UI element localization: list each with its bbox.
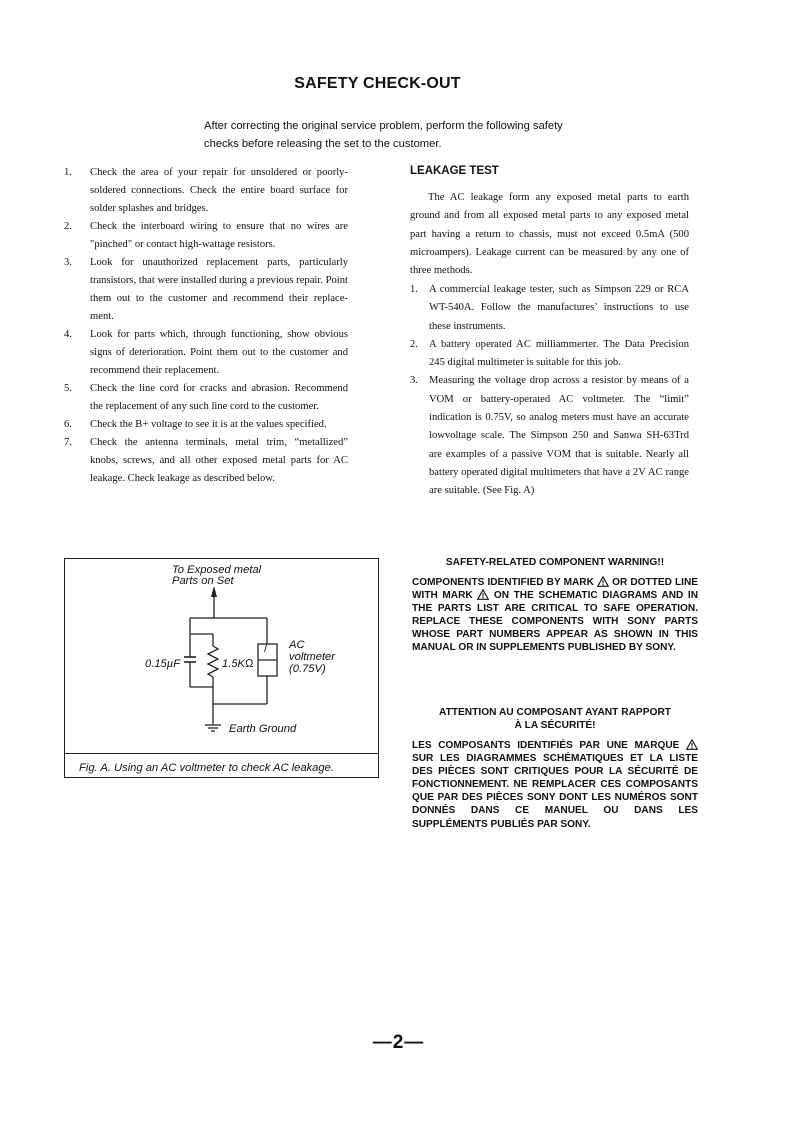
list-item-text: Check the interboard wiring to ensure that no wires are "pinched" or contact high-wattage resistors. [90, 221, 348, 250]
list-item [410, 281, 689, 336]
leakage-test-heading: LEAKAGE TEST [410, 165, 499, 177]
list-item-text: Check the antenna terminals, metal trim, “metallized” knobs, screws, and all other exposed metal parts for AC leakage. Check leakage as described below. [90, 437, 348, 484]
safety-warning-body [412, 576, 698, 655]
exposed-metal-label-2: Parts on Set [172, 575, 234, 587]
list-item [64, 326, 348, 380]
list-item-number: 1. [410, 284, 418, 295]
page-title: SAFETY CHECK-OUT [294, 75, 461, 92]
list-item-text: A commercial leakage tester, such as Simpson 229 or RCA WT-540A. Follow the manufactures’ instructions to use these instruments. [429, 284, 689, 332]
list-item [64, 164, 348, 218]
warning-triangle-icon [597, 576, 609, 587]
list-item [64, 416, 348, 434]
list-item [64, 218, 348, 254]
list-item-number: 5. [64, 383, 72, 394]
warning-text: LES COMPOSANTS IDENTIFIÉS PAR UNE MARQUE [412, 740, 680, 751]
exposed-metal-label: To Exposed metal [172, 564, 262, 576]
warning-text: SUR LES DIAGRAMMES SCHÉMATIQUES ET LA LISTE DES PIÈCES SONT CRITIQUES POUR LA SÉCURITÉ DE FONCTIONNEMENT. NE REMPLACER CES COMPOSANTS QUE PAR DES PIÈCES SONY DONT LES NUMÉROS SONT DONNÉS DANS CE MANUEL OU DANS LES SUPPLÉMENTS PUBLIÉS PAR SONY. [412, 753, 698, 830]
voltage-limit-label: (0.75V) [289, 663, 326, 675]
list-item [64, 380, 348, 416]
warning-triangle-icon [477, 589, 489, 600]
list-item-number: 3. [410, 375, 418, 387]
resistor-label: 1.5KΩ [222, 658, 254, 670]
leakage-methods-list [410, 281, 689, 501]
list-item-number: 6. [64, 419, 72, 430]
list-item [64, 434, 348, 488]
safety-checklist [64, 164, 348, 488]
list-item-number: 3. [64, 257, 72, 268]
list-item-text: A battery operated AC milliammerter. The Data Precision 245 digital multimeter is suitable for this job. [429, 338, 689, 369]
safety-warning-title: SAFETY-RELATED COMPONENT WARNING!! [445, 557, 665, 568]
list-item-text: Measuring the voltage drop across a resistor by means of a VOM or battery-operated AC voltmeter. The “limit” indication is 0.75V, so analog meters must have an accurate lowvoltage scale. The Simpson 250 and Sanwa SH-63Trd are examples of a passive VOM that is suitable. Nearly all battery operated digital multimeters that have a 2V AC range are suitable. (See Fig. A) [429, 375, 689, 497]
list-item-number: 2. [410, 338, 418, 350]
intro-text: After correcting the original service problem, perform the following safety checks before releasing the set to the customer. [204, 120, 563, 150]
list-item-text: Check the line cord for cracks and abrasion. Recommend the replacement of any such line cord to the customer. [90, 383, 348, 412]
list-item-number: 7. [64, 437, 72, 448]
ac-label: AC [289, 639, 305, 651]
list-item-number: 1. [64, 167, 72, 178]
capacitor-label: 0.15µF [145, 658, 181, 670]
list-item-text: Look for unauthorized replacement parts, particularly transistors, that were installed during a previous repair. Point them out to the customer and recommend their replace-ment. [90, 257, 348, 322]
warning-triangle-icon [686, 739, 698, 750]
list-item [64, 254, 348, 326]
list-item-text: Look for parts which, through functioning, show obvious signs of deterioration. Point them out to the customer and recommend their replacement. [90, 329, 348, 376]
french-warning-title-line: À LA SÉCURITÉ! [514, 720, 596, 731]
warning-text: ON THE SCHEMATIC DIAGRAMS AND IN THE PARTS LIST ARE CRITICAL TO SAFE OPERATION. REPLACE THESE COMPONENTS WITH SONY PARTS WHOSE PART NUMBERS APPEAR AS SHOWN IN THIS MANUAL OR IN SUPPLEMENTS PUBLISHED BY SONY. [412, 590, 698, 654]
page-number: —2— [372, 1032, 425, 1053]
list-item-number: 4. [64, 329, 72, 340]
warning-text: COMPONENTS IDENTIFIED BY MARK [412, 577, 594, 588]
french-warning-title [412, 706, 698, 732]
earth-ground-label: Earth Ground [229, 723, 297, 735]
leakage-test-paragraph: The AC leakage form any exposed metal parts to earth ground and from all exposed metal parts to any exposed metal part having a return to chassis, must not exceed 0.5mA (500 microampers). Leakage current can be measured by any one of three methods. [410, 192, 689, 277]
list-item-number: 2. [64, 221, 72, 232]
list-item [410, 336, 689, 373]
french-warning-body [412, 739, 698, 831]
list-item [410, 372, 689, 500]
meter-needle-glyph: / [264, 643, 268, 655]
list-item-text: Check the B+ voltage to see it is at the values specified. [90, 419, 327, 430]
voltmeter-label: voltmeter [289, 651, 336, 663]
list-item-text: Check the area of your repair for unsoldered or poorly-soldered connections. Check the entire board surface for solder splashes and bridges. [90, 167, 348, 214]
resistor-symbol [208, 646, 218, 677]
warning-text: OR DOTTED LINE WITH MARK [412, 577, 698, 602]
caption-divider [65, 753, 378, 754]
figure-caption: Fig. A. Using an AC voltmeter to check AC leakage. [79, 762, 334, 774]
french-warning-title-line: ATTENTION AU COMPOSANT AYANT RAPPORT [438, 707, 672, 718]
figure-a-box [64, 558, 379, 778]
